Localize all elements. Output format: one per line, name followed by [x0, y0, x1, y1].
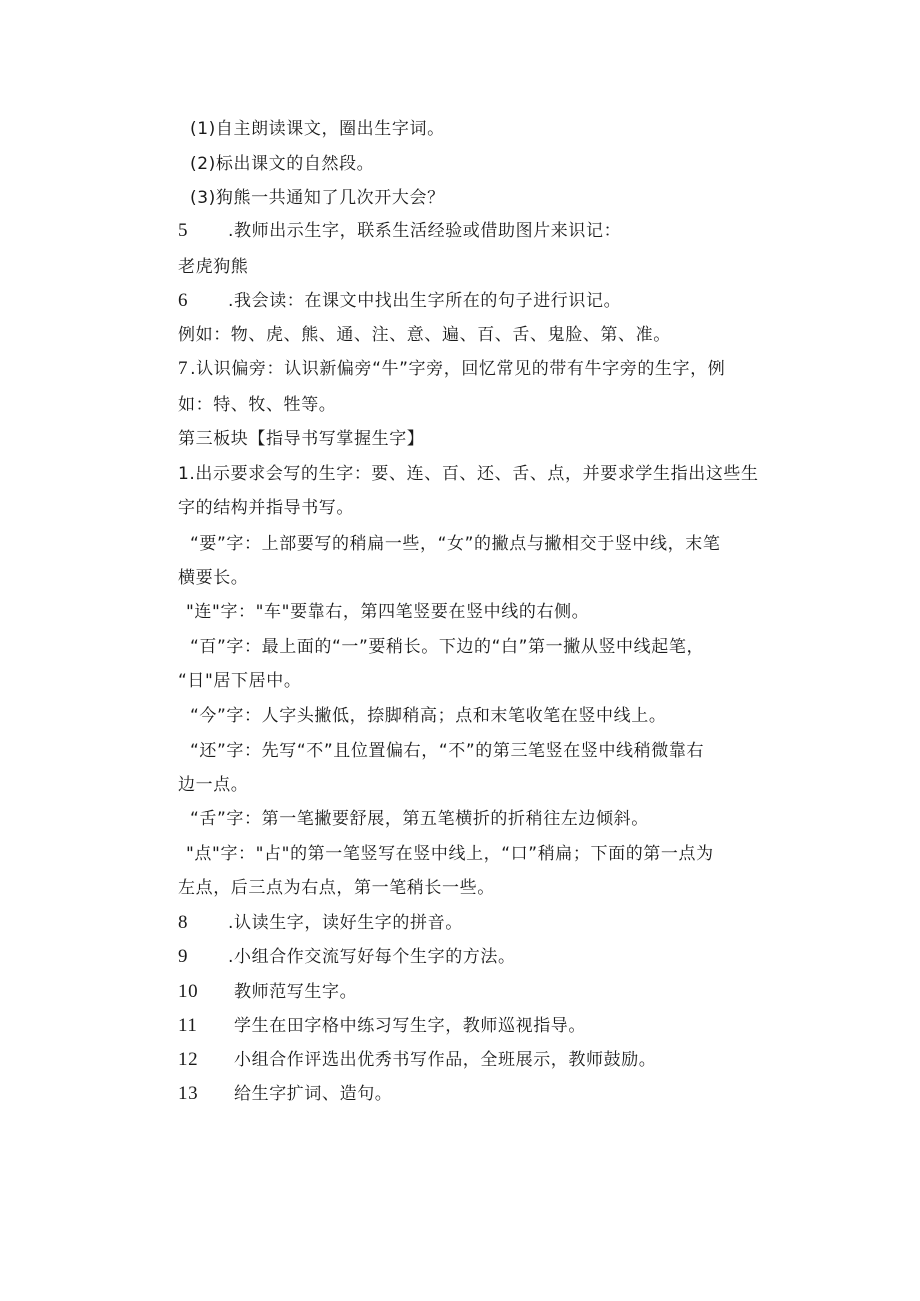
writing-step-1-continuation: 字的结构并指导书写。 [178, 498, 354, 518]
item-5-line [178, 220, 621, 242]
char-yao-note-continuation: 横要长。 [178, 568, 249, 588]
item-8-line [178, 912, 463, 934]
example-line: 例如：物、虎、熊、通、注、意、遍、百、舌、鬼脸、第、准。 [178, 325, 671, 345]
item-10-number: 10 [178, 981, 199, 1002]
step-3-line: (3)狗熊一共通知了几次开大会？ [190, 188, 445, 208]
item-10-line [178, 981, 357, 1003]
item-11-number: 11 [178, 1015, 198, 1036]
item-10-text: 教师范写生字。 [234, 982, 358, 1002]
item-13-text: 给生字扩词、造句。 [234, 1084, 393, 1104]
char-dian-note: "点"字："占"的第一笔竖写在竖中线上，“口”稍扁；下面的第一点为 [186, 844, 714, 864]
char-bai-note: “百”字：最上面的“一”要稍长。下边的“白”第一撇从竖中线起笔， [190, 637, 705, 657]
section-heading: 第三板块【指导书写掌握生字】 [178, 429, 425, 449]
item-5-number: 5 [178, 220, 189, 241]
writing-step-1: 1.出示要求会写的生字：要、连、百、还、舌、点，并要求学生指出这些生 [178, 464, 759, 484]
item-8-number: 8 [178, 912, 189, 933]
char-huan-note-continuation: 边一点。 [178, 775, 249, 795]
characters-line: 老虎狗熊 [178, 257, 249, 277]
item-13-line [178, 1083, 392, 1105]
item-13-number: 13 [178, 1083, 199, 1104]
item-7-continuation: 如：特、牧、牲等。 [178, 395, 337, 415]
item-12-text: 小组合作评选出优秀书写作品，全班展示，教师鼓励。 [234, 1050, 657, 1070]
item-6-number: 6 [178, 290, 189, 311]
item-6-line [178, 290, 621, 312]
item-7-number: 7 [178, 358, 189, 379]
char-jin-note: “今”字：人字头撇低，捺脚稍高；点和末笔收笔在竖中线上。 [190, 706, 667, 726]
item-9-number: 9 [178, 946, 189, 967]
step-1-line: (1)自主朗读课文，圈出生字词。 [190, 119, 445, 139]
char-dian-note-continuation: 左点，后三点为右点，第一笔稍长一些。 [178, 878, 495, 898]
item-9-line [178, 946, 516, 968]
item-11-text: 学生在田字格中练习写生字，教师巡视指导。 [234, 1016, 586, 1036]
char-bai-note-continuation: “日"居下居中。 [178, 671, 302, 691]
char-she-note: “舌”字：第一笔撇要舒展，第五笔横折的折稍往左边倾斜。 [190, 809, 649, 829]
item-7-text: .认识偏旁：认识新偏旁“牛”字旁，回忆常见的带有牛字旁的生字，例 [190, 359, 726, 379]
item-5-text: .教师出示生字，联系生活经验或借助图片来识记： [228, 221, 622, 241]
item-12-line [178, 1049, 656, 1071]
item-8-text: .认读生字，读好生字的拼音。 [228, 913, 463, 933]
step-2-line: (2)标出课文的自然段。 [190, 154, 375, 174]
char-yao-note: “要”字：上部要写的稍扁一些，“女”的撇点与撇相交于竖中线，末笔 [190, 534, 721, 554]
item-12-number: 12 [178, 1049, 199, 1070]
item-6-text: .我会读：在课文中找出生字所在的句子进行识记。 [228, 291, 622, 311]
item-9-text: .小组合作交流写好每个生字的方法。 [228, 947, 516, 967]
char-huan-note: “还”字：先写“不”且位置偏右，“不”的第三笔竖在竖中线稍微靠右 [190, 741, 705, 761]
char-lian-note: "连"字："车"要靠右，第四笔竖要在竖中线的右侧。 [186, 602, 590, 622]
item-11-line [178, 1015, 586, 1037]
item-7-line [178, 358, 725, 380]
